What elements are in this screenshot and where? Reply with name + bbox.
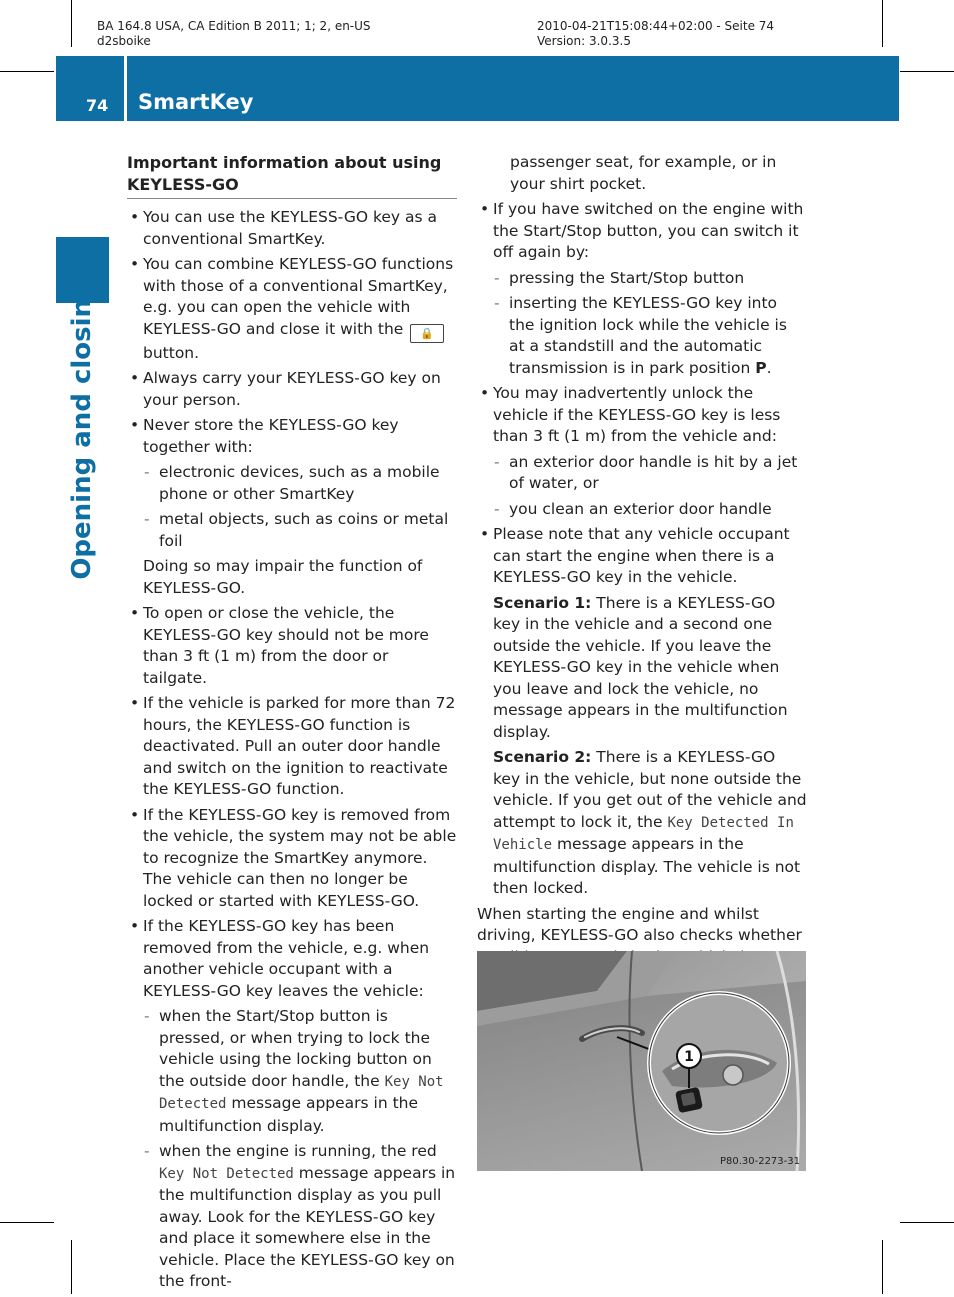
- dash-item: - metal objects, such as coins or metal foil: [127, 509, 457, 552]
- print-meta-left-line2: d2sboike: [97, 34, 151, 48]
- dash-item: [127, 1006, 457, 1137]
- dash-item: - an exterior door handle is hit by a jet of water, or: [477, 452, 807, 495]
- door-handle-illustration: [477, 951, 806, 1171]
- note-text: Doing so may impair the function of KEYLESS-GO.: [143, 557, 423, 597]
- bullet-text: You can combine KEYLESS-GO functions with those of a conventional SmartKey, e.g. you can open the vehicle with KEYLESS-GO and close it with the: [143, 255, 454, 338]
- crop-mark: [900, 1222, 954, 1223]
- crop-mark: [900, 71, 954, 72]
- gear-position: P: [755, 358, 767, 377]
- section-title: Opening and closing: [67, 280, 97, 580]
- dash-item: - you clean an exterior door handle: [477, 499, 807, 521]
- page-title: SmartKey: [138, 90, 254, 114]
- print-meta-right-line2: Version: 3.0.3.5: [537, 34, 631, 48]
- bullet-item: • Always carry your KEYLESS-GO key on your person.: [127, 368, 457, 411]
- crop-mark: [882, 0, 883, 47]
- print-meta-left-line1: BA 164.8 USA, CA Edition B 2011; 1; 2, en-US: [97, 19, 371, 33]
- callout-number: 1: [684, 1049, 694, 1065]
- bullet-item: • If the KEYLESS-GO key is removed from the vehicle, the system may not be able to recognize the SmartKey anymore. The vehicle can then no longer be locked or started with KEYLESS-GO.: [127, 805, 457, 913]
- scenario-2: [477, 747, 807, 900]
- bullet-text: button.: [143, 343, 200, 362]
- crop-mark: [882, 1240, 883, 1294]
- crop-mark: [0, 1222, 54, 1223]
- text-column-right: [477, 152, 807, 994]
- bullet-item: • If you have switched on the engine with the Start/Stop button, you can switch it off again by:: [477, 199, 807, 264]
- header-separator: [124, 56, 127, 121]
- dash-item: - pressing the Start/Stop button: [477, 268, 807, 290]
- dash-item: - electronic devices, such as a mobile phone or other SmartKey: [127, 462, 457, 505]
- scenario-text: There is a KEYLESS-GO key in the vehicle and a second one outside the vehicle. If you leave the KEYLESS-GO key in the vehicle when you leave and lock the vehicle, no message appears in the multifunction display.: [493, 593, 788, 741]
- display-message: Key Not Detected: [159, 1165, 294, 1182]
- display-message: Key Detected In Vehicle: [493, 814, 794, 853]
- bullet-item: [127, 254, 457, 364]
- lock-icon: 🔒: [410, 324, 444, 343]
- body-paragraph: When starting the engine and whilst driving, KEYLESS-GO also checks whether: [477, 904, 802, 944]
- bullet-item: • Never store the KEYLESS-GO key together with:: [127, 415, 457, 458]
- print-meta-right: [537, 19, 774, 49]
- page-number: 74: [86, 96, 109, 115]
- door-handle-figure: [477, 951, 806, 1171]
- scenario-label: Scenario 2:: [493, 748, 592, 766]
- bullet-item: • You may inadvertently unlock the vehicle if the KEYLESS-GO key is less than 3 ft (1 m) from the vehicle and:: [477, 383, 807, 448]
- dash-item: [127, 1141, 457, 1293]
- section-heading: Important information about using KEYLESS-GO: [127, 152, 457, 199]
- figure-code: P80.30-2273-31: [719, 1156, 800, 1167]
- bullet-item: • To open or close the vehicle, the KEYLESS-GO key should not be more than 3 ft (1 m) from the door or tailgate.: [127, 603, 457, 689]
- dash-item: [477, 293, 807, 379]
- dash-text: when the Start/Stop button is pressed, or when trying to lock the vehicle using the locking button on the outside door handle, the: [159, 1007, 432, 1090]
- dash-text: when the engine is running, the red: [159, 1142, 437, 1160]
- bullet-item: • If the vehicle is parked for more than 72 hours, the KEYLESS-GO function is deactivated. Pull an outer door handle and switch on the ignition to reactivate the KEYLESS-GO function.: [127, 693, 457, 801]
- scenario-1: [477, 593, 807, 744]
- bullet-item: • If the KEYLESS-GO key has been removed from the vehicle, e.g. when another vehicle occupant with a KEYLESS-GO key leaves the vehicle:: [127, 916, 457, 1002]
- scenario-text: There is a KEYLESS-GO key in the vehicle, but none outside the vehicle. If you get out of the vehicle and attempt to lock it, the: [493, 748, 807, 831]
- dash-text: message appears in the multifunction display.: [159, 1094, 419, 1135]
- print-meta-left: [97, 19, 371, 49]
- text-column-left: [127, 152, 457, 1297]
- display-message: Key Not Detected: [159, 1073, 444, 1112]
- scenario-text: message appears in the multifunction display. The vehicle is not then locked.: [493, 835, 801, 897]
- crop-mark: [71, 1240, 72, 1294]
- bullet-item: • You can use the KEYLESS-GO key as a conventional SmartKey.: [127, 207, 457, 250]
- continued-text: passenger seat, for example, or in your shirt pocket.: [510, 153, 777, 193]
- print-meta-right-line1: 2010-04-21T15:08:44+02:00 - Seite 74: [537, 19, 775, 33]
- crop-mark: [71, 0, 72, 47]
- crop-mark: [0, 71, 54, 72]
- scenario-label: Scenario 1:: [493, 593, 592, 612]
- dash-text: .: [766, 358, 772, 377]
- dash-text: message appears in the multifunction display as you pull away. Look for the KEYLESS-GO key and place it somewhere else in the vehicle. Place the KEYLESS-GO key on the front-: [159, 1163, 456, 1290]
- dash-text: inserting the KEYLESS-GO key into the ignition lock while the vehicle is at a standstill and the automatic transmission is in park position: [509, 294, 787, 377]
- bullet-item: • Please note that any vehicle occupant can start the engine when there is a KEYLESS-GO key in the vehicle.: [477, 524, 807, 589]
